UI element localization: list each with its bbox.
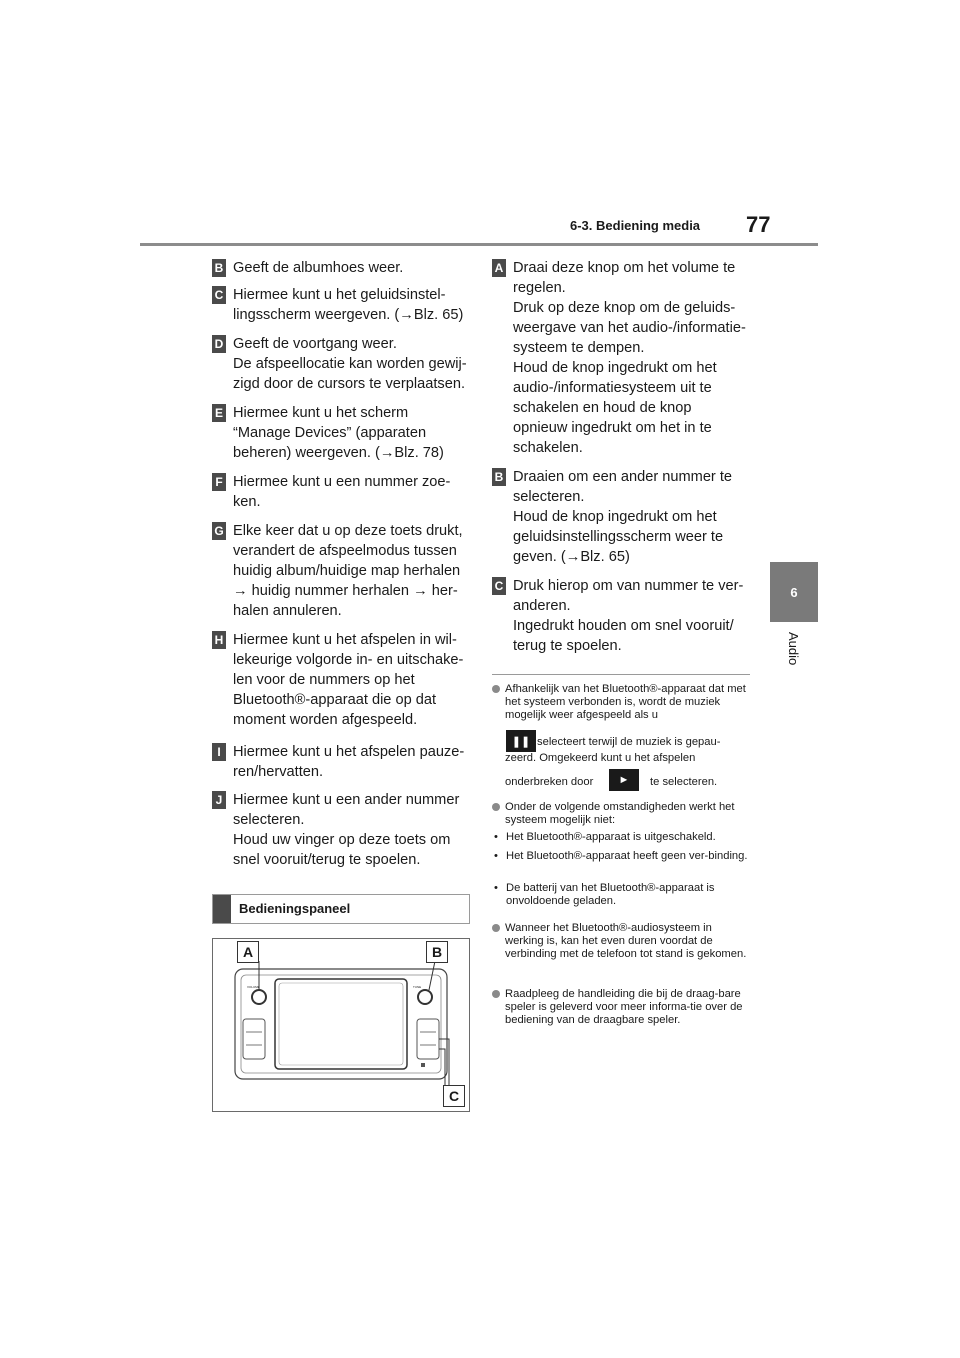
panel-heading [212, 894, 470, 924]
pause-icon: ❚❚ [506, 730, 536, 752]
callout-b: B [426, 941, 448, 963]
item-text: Hiermee kunt u het afspelen in wil- lekeurige volgorde in- en uitschake- len voor de nummers op het Bluetooth®-apparaat die op dat moment worden afgespeeld. [233, 632, 464, 728]
note-text: zeerd. Omgekeerd kunt u het afspelen [505, 752, 696, 764]
item-letter: G [212, 522, 226, 540]
item-text: Druk hierop om van nummer te ver- anderen. Ingedrukt houden om snel vooruit/ terug te spoelen. [513, 578, 744, 654]
play-icon: ► [609, 769, 639, 791]
control-panel-figure [212, 938, 470, 1112]
item-text: Draai deze knop om het volume te regelen. Druk op deze knop om de geluids- weergave van het audio-/informatie- systeem te dempen. Houd de knop ingedrukt om het audio-/informatiesysteem uit te schakelen en houd de knop opnieuw ingedrukt om het in te schakelen. [513, 260, 746, 456]
sub-bullet: • [494, 882, 498, 894]
note-bullet-icon [492, 685, 500, 693]
note-text: te selecteren. [650, 776, 718, 788]
item-letter: D [212, 335, 226, 353]
callout-c: C [443, 1085, 465, 1107]
item-text: Geeft de albumhoes weer. [233, 260, 404, 276]
chapter-tab: 6 [770, 562, 818, 622]
item-letter: E [212, 404, 226, 422]
item-letter: B [492, 468, 506, 486]
sub-bullet: • [494, 831, 498, 843]
item-text: Hiermee kunt u een ander nummer selecteren. Houd uw vinger op deze toets om snel vooruit/terug te spoelen. [233, 792, 460, 868]
tune-label: TUNE [413, 985, 422, 989]
item-text: Hiermee kunt u een nummer zoe- ken. [233, 474, 451, 510]
note-text: selecteert terwijl de muziek is gepau- [537, 736, 721, 748]
item-text: Elke keer dat u op deze toets drukt, verandert de afspeelmodus tussen huidig album/huidige map herhalen → huidig nummer herhalen → her- halen annuleren. [233, 523, 463, 619]
item-text: Geeft de voortgang weer. De afspeellocatie kan worden gewij- zigd door de cursors te verplaatsen. [233, 336, 467, 392]
sub-text: De batterij van het Bluetooth®-apparaat is onvoldoende geladen. [506, 882, 715, 907]
page-number: 77 [746, 212, 771, 237]
section-title: 6-3. Bediening media [570, 218, 701, 233]
item-letter: F [212, 473, 226, 491]
panel-title: Bedieningspaneel [239, 901, 351, 916]
item-letter: C [492, 577, 506, 595]
header-rule [140, 243, 818, 246]
volume-label: VOLUME [247, 985, 260, 989]
sub-text: Het Bluetooth®-apparaat is uitgeschakeld. [506, 831, 716, 843]
heading-bar [213, 895, 231, 923]
note-text: Afhankelijk van het Bluetooth®-apparaat dat met het systeem verbonden is, wordt de muziek mogelijk weer afgespeeld als u [505, 683, 746, 721]
item-text: Hiermee kunt u het scherm “Manage Devices” (apparaten beheren) weergeven. (→Blz. 78) [233, 405, 444, 461]
item-letter: H [212, 631, 226, 649]
note-text: onderbreken door [505, 776, 594, 788]
note-text: Onder de volgende omstandigheden werkt het systeem mogelijk niet: [505, 801, 735, 826]
notes-divider [492, 674, 750, 675]
callout-a: A [237, 941, 259, 963]
item-letter: C [212, 286, 226, 304]
item-text: Hiermee kunt u het afspelen pauze- ren/hervatten. [233, 744, 465, 780]
head-unit-illustration [213, 939, 469, 1111]
note-bullet-icon [492, 990, 500, 998]
note-text: Raadpleeg de handleiding die bij de draag-bare speler is geleverd voor meer informa-tie over de bediening van de draagbare speler. [505, 988, 743, 1026]
note-bullet-icon [492, 924, 500, 932]
item-text: Draaien om een ander nummer te selecteren. Houd de knop ingedrukt om het geluidsinstellingsscherm weer te geven. (→Blz. 65) [513, 469, 733, 565]
item-letter: I [212, 743, 226, 761]
item-letter: A [492, 259, 506, 277]
sub-bullet: • [494, 850, 498, 862]
item-text: Hiermee kunt u het geluidsinstel- lingsscherm weergeven. (→Blz. 65) [233, 287, 464, 323]
sub-text: Het Bluetooth®-apparaat heeft geen ver-binding. [506, 850, 748, 862]
note-bullet-icon [492, 803, 500, 811]
item-letter: J [212, 791, 226, 809]
item-letter: B [212, 259, 226, 277]
chapter-label: Audio [786, 632, 801, 666]
note-text: Wanneer het Bluetooth®-audiosysteem in werking is, kan het even duren voordat de verbinding met de telefoon tot stand is gekomen. [505, 922, 747, 960]
